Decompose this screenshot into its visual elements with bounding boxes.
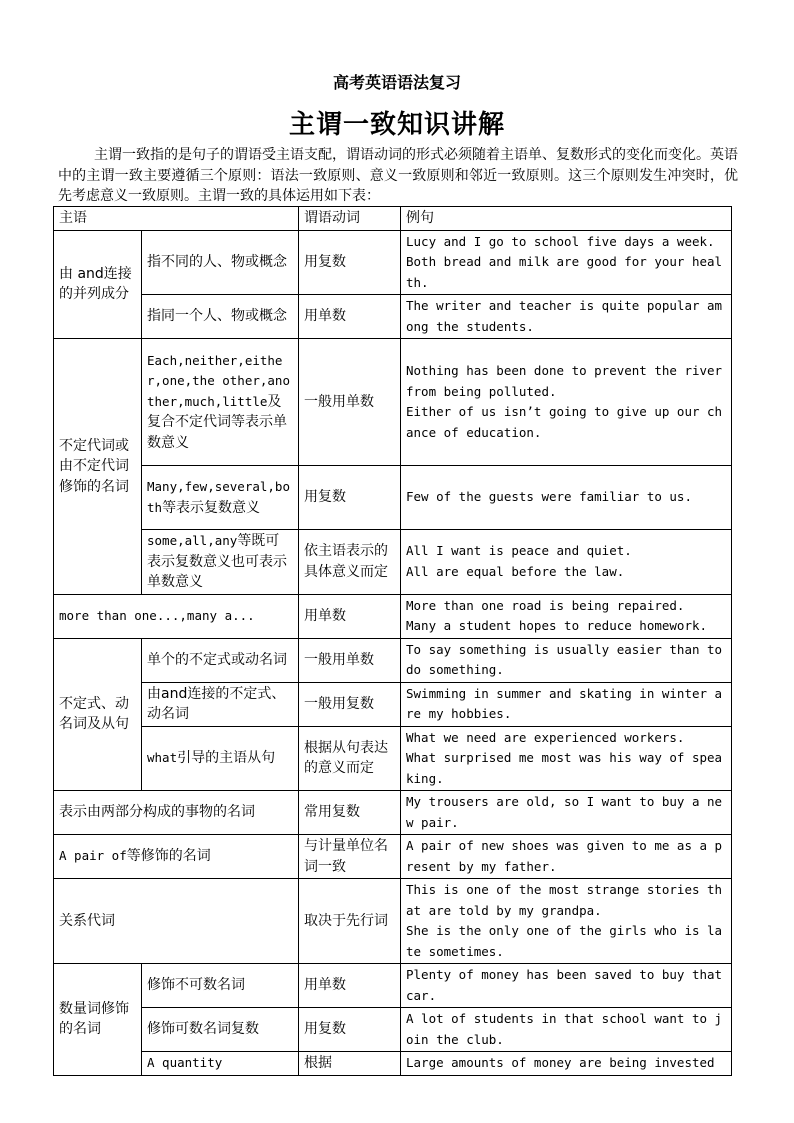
subject-cell xyxy=(142,466,299,530)
example-cell: The writer and teacher is quite popular among the students. xyxy=(401,295,732,339)
subject-desc: 等修饰的名词 xyxy=(126,848,211,865)
table-row xyxy=(54,230,732,295)
table-row xyxy=(54,594,732,638)
subject-cell: 修饰可数名词复数 xyxy=(142,1008,299,1052)
subject-cell: 指同一个人、物或概念 xyxy=(142,295,299,339)
example-cell: Plenty of money has been saved to buy that car. xyxy=(401,964,732,1008)
table-row xyxy=(54,879,732,964)
table-row xyxy=(54,466,732,530)
subject-term: what xyxy=(147,750,178,765)
verb-cell: 用单数 xyxy=(299,594,401,638)
example-cell xyxy=(401,530,732,595)
subject-cell: 修饰不可数名词 xyxy=(142,964,299,1008)
document-subtitle: 高考英语语法复习 xyxy=(332,73,461,92)
example-sentence: What surprised me most was his way of speaking. xyxy=(406,750,723,786)
verb-cell: 用单数 xyxy=(299,964,401,1008)
subject-cell xyxy=(54,835,299,879)
example-sentence: Both bread and milk are good for your health. xyxy=(406,254,723,290)
subject-term: Many,few,several,both xyxy=(147,479,290,515)
subject-desc: 及复合不定代词等表示单数意义 xyxy=(147,393,287,451)
subject-cell: A quantity xyxy=(142,1052,299,1076)
subject-cell xyxy=(142,530,299,595)
table-row xyxy=(54,964,732,1008)
verb-cell: 依主语表示的具体意义而定 xyxy=(299,530,401,595)
example-cell xyxy=(401,879,732,964)
table-row xyxy=(54,835,732,879)
header-example: 例句 xyxy=(401,207,732,231)
verb-cell: 根据从句表达的意义而定 xyxy=(299,726,401,791)
table-row xyxy=(54,638,732,682)
subject-desc: 等表示复数意义 xyxy=(162,499,261,516)
verb-cell: 一般用单数 xyxy=(299,638,401,682)
table-row xyxy=(54,1008,732,1052)
header-subject: 主语 xyxy=(54,207,299,231)
intro-paragraph: 主谓一致指的是句子的谓语受主语支配，谓语动词的形式必须随着主语单、复数形式的变化而变化。英语中的主谓一致主要遵循三个原则：语法一致原则、意义一致原则和邻近一致原则。这三个原则发生冲突时，优先考虑意义一致原则。主谓一致的具体运用如下表： xyxy=(58,147,738,204)
verb-cell: 用复数 xyxy=(299,1008,401,1052)
document-title: 主谓一致知识讲解 xyxy=(288,110,505,140)
table-row xyxy=(54,682,732,726)
example-sentence: What we need are experienced workers. xyxy=(406,729,685,745)
verb-cell: 用复数 xyxy=(299,466,401,530)
subject-term: some,all,any xyxy=(147,533,238,548)
verb-cell: 取决于先行词 xyxy=(299,879,401,964)
table-row xyxy=(54,726,732,791)
example-sentence: All I want is peace and quiet. xyxy=(406,543,632,559)
verb-cell: 与计量单位名词一致 xyxy=(299,835,401,879)
group-label: 数量词修饰的名词 xyxy=(54,964,142,1076)
example-sentence: Many a student hopes to reduce homework. xyxy=(406,618,708,633)
subject-cell: 由and连接的不定式、动名词 xyxy=(142,682,299,726)
subject-term: A pair of xyxy=(59,848,127,864)
subject-cell: 指不同的人、物或概念 xyxy=(142,230,299,295)
table-row xyxy=(54,339,732,466)
example-cell xyxy=(401,339,732,466)
verb-cell: 常用复数 xyxy=(299,791,401,835)
subject-cell: 表示由两部分构成的事物的名词 xyxy=(54,791,299,835)
example-sentence: Either of us isn’t going to give up our chance of education. xyxy=(406,404,723,440)
verb-cell: 根据 xyxy=(299,1052,401,1076)
subject-desc: 引导的主语从句 xyxy=(177,750,276,766)
group-label: 不定式、动名词及从句 xyxy=(54,638,142,791)
example-cell: Swimming in summer and skating in winter are my hobbies. xyxy=(401,682,732,726)
subject-desc: 等既可表示复数意义也可表示单数意义 xyxy=(147,533,287,590)
example-cell: Few of the guests were familiar to us. xyxy=(401,466,732,530)
subject-cell: 关系代词 xyxy=(54,879,299,964)
table-row xyxy=(54,295,732,339)
header-verb: 谓语动词 xyxy=(299,207,401,231)
example-sentence: More than one road is being repaired. xyxy=(406,597,685,613)
verb-cell: 用单数 xyxy=(299,295,401,339)
table-row xyxy=(54,791,732,835)
example-cell xyxy=(401,230,732,295)
subject-cell: 单个的不定式或动名词 xyxy=(142,638,299,682)
table-header-row xyxy=(54,207,732,231)
table-row xyxy=(54,1052,732,1076)
subject-term: Each,neither,either,one,the other,another,much,little xyxy=(147,352,290,409)
example-cell: To say something is usually easier than to do something. xyxy=(401,638,732,682)
verb-cell: 用复数 xyxy=(299,230,401,295)
verb-cell: 一般用复数 xyxy=(299,682,401,726)
example-cell xyxy=(401,726,732,791)
example-cell: A pair of new shoes was given to me as a present by my father. xyxy=(401,835,732,879)
subject-cell xyxy=(142,339,299,466)
grammar-table xyxy=(53,206,732,1076)
example-sentence: Nothing has been done to prevent the river from being polluted. xyxy=(406,363,723,399)
table-row xyxy=(54,530,732,595)
example-cell xyxy=(401,594,732,638)
example-sentence: She is the only one of the girls who is late sometimes. xyxy=(406,923,723,959)
example-sentence: This is one of the most strange stories that are told by my grandpa. xyxy=(406,882,723,918)
example-cell: Large amounts of money are being invested xyxy=(401,1052,732,1076)
subject-cell xyxy=(142,726,299,791)
example-sentence: Lucy and I go to school five days a week. xyxy=(406,233,715,249)
group-label: 由 and连接的并列成分 xyxy=(54,230,142,339)
verb-cell: 一般用单数 xyxy=(299,339,401,466)
subject-cell: more than one...,many a... xyxy=(54,594,299,638)
group-label: 不定代词或由不定代词修饰的名词 xyxy=(54,339,142,595)
example-cell: My trousers are old, so I want to buy a new pair. xyxy=(401,791,732,835)
example-cell: A lot of students in that school want to join the club. xyxy=(401,1008,732,1052)
example-sentence: All are equal before the law. xyxy=(406,563,625,579)
